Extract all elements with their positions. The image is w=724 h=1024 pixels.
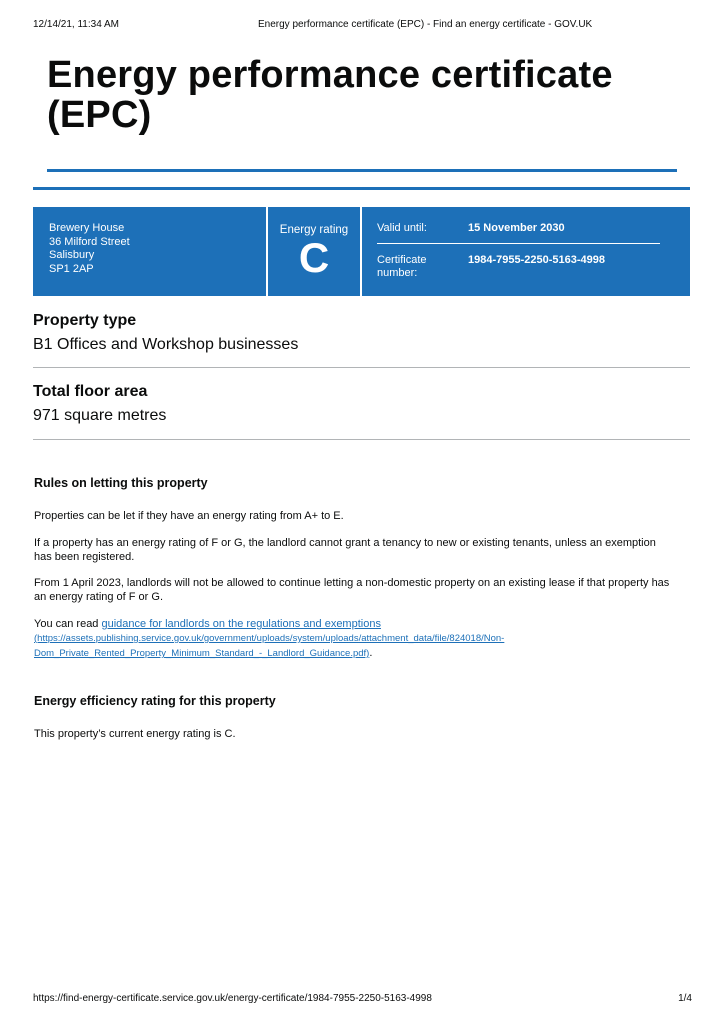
address-line: Salisbury (49, 249, 95, 261)
energy-rating-box (268, 207, 362, 296)
rules-paragraph-1: Properties can be let if they have an energy rating from A+ to E. (34, 510, 344, 522)
title-divider (47, 169, 677, 172)
print-url: https://find-energy-certificate.service.gov.uk/energy-certificate/1984-7955-2250-5163-4998 (33, 993, 432, 1004)
print-document-title: Energy performance certificate (EPC) - Find an energy certificate - GOV.UK (258, 19, 593, 30)
valid-until-row (377, 222, 660, 244)
energy-rating-letter: C (298, 234, 330, 281)
certificate-number-label-line: number: (377, 267, 418, 279)
address-line: 36 Milford Street (49, 235, 130, 248)
guidance-url-line-2[interactable]: Dom_Private_Rented_Property_Minimum_Standard_-_Landlord_Guidance.pdf) (34, 648, 370, 659)
rules-paragraph-2: If a property has an energy rating of F or G, the landlord cannot grant a tenancy to new or existing tenants, unless an exemption has been registered. (34, 537, 656, 563)
epc-summary-panel (33, 207, 690, 296)
guidance-suffix: . (369, 647, 373, 659)
property-type-section (33, 311, 690, 368)
certificate-details (362, 207, 690, 296)
floor-area-section (33, 382, 690, 440)
guidance-url-line-1[interactable]: (https://assets.publishing.service.gov.uk/government/uploads/system/uploads/attachment_data/file/824018/Non- (34, 633, 505, 644)
property-type-value: B1 Offices and Workshop businesses (33, 336, 299, 353)
valid-until-value: 15 November 2030 (468, 222, 565, 234)
efficiency-text: This property’s current energy rating is C. (34, 728, 236, 740)
energy-rating-label: Energy rating (279, 224, 349, 236)
floor-area-value: 971 square metres (33, 407, 167, 424)
print-footer (0, 993, 724, 1007)
rules-paragraph-3: From 1 April 2023, landlords will not be allowed to continue letting a non-domestic property on an existing lease if that property has an energy rating of F or G. (34, 577, 670, 603)
certificate-number-label (377, 254, 468, 280)
address-line: Brewery House (49, 222, 125, 234)
valid-until-label: Valid until: (377, 222, 427, 234)
page-number: 1/4 (678, 993, 692, 1004)
property-address (33, 207, 268, 296)
address-line: SP1 2AP (49, 262, 94, 275)
efficiency-heading: Energy efficiency rating for this property (34, 694, 276, 708)
certificate-number-label-line: Certificate (377, 254, 427, 266)
guidance-prefix: You can read (34, 618, 102, 630)
rules-paragraph-4 (34, 617, 674, 661)
rules-heading: Rules on letting this property (34, 476, 208, 490)
print-datetime: 12/14/21, 11:34 AM (33, 19, 119, 30)
page-title: Energy performance certificate (EPC) (47, 54, 613, 136)
print-header (0, 19, 724, 33)
floor-area-heading: Total floor area (33, 383, 148, 400)
guidance-link[interactable]: guidance for landlords on the regulations and exemptions (101, 618, 381, 630)
certificate-number-row (377, 244, 660, 280)
property-type-heading: Property type (33, 312, 137, 329)
certificate-number-value: 1984-7955-2250-5163-4998 (468, 254, 606, 266)
section-divider (33, 187, 690, 190)
